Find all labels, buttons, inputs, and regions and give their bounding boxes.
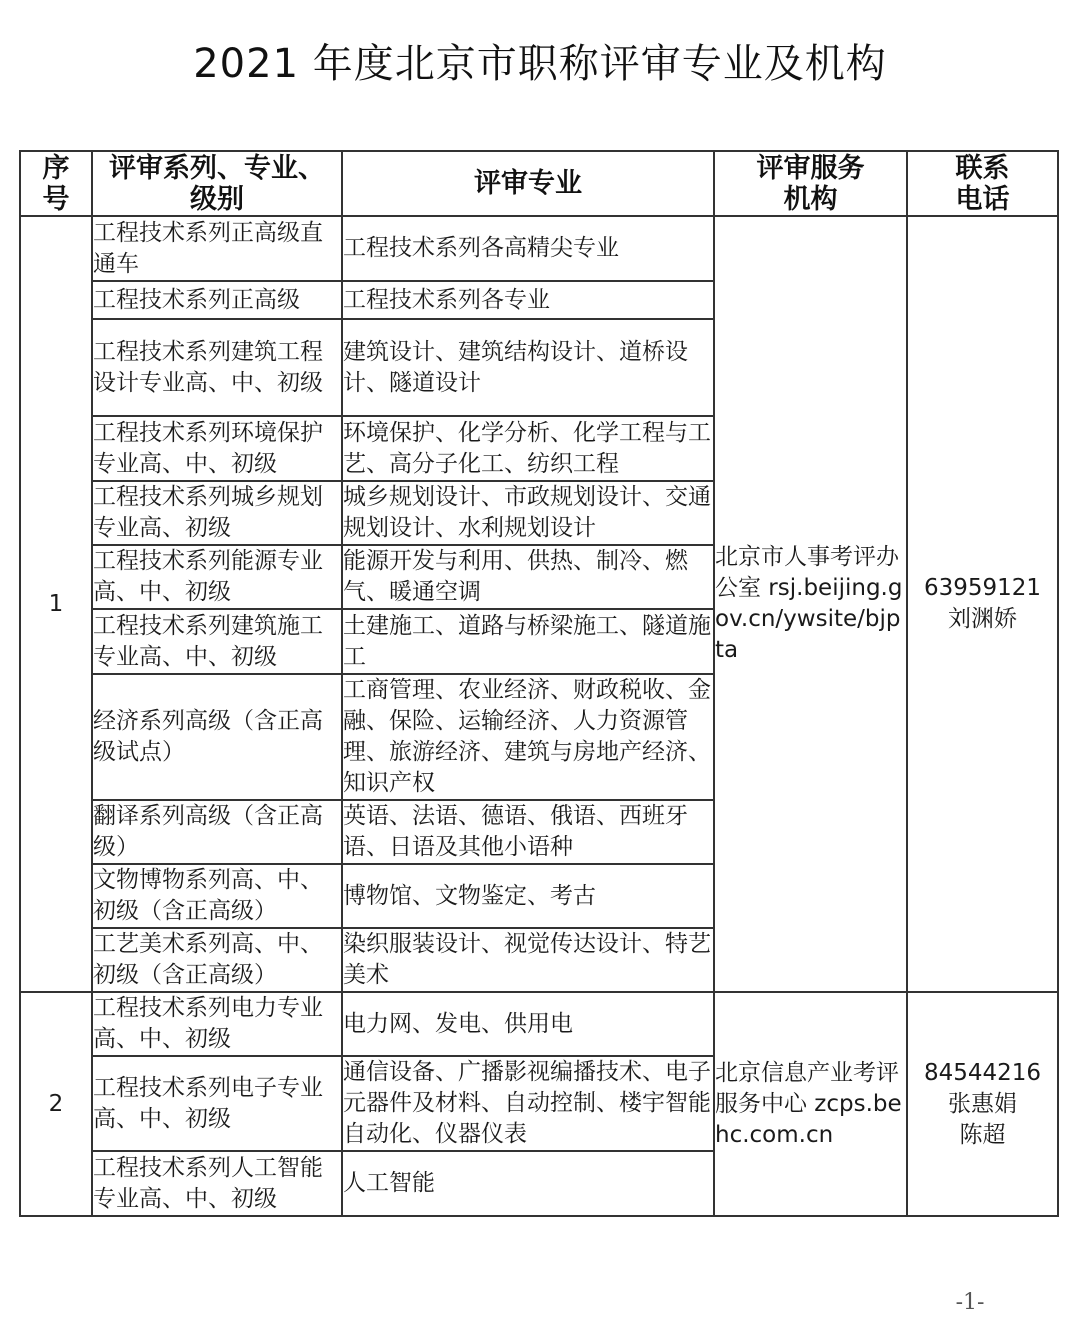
specialty-cell: 城乡规划设计、市政规划设计、交通规划设计、水利规划设计	[342, 481, 714, 545]
category-cell: 工程技术系列环境保护专业高、中、初级	[92, 416, 342, 481]
specialty-cell: 人工智能	[342, 1151, 714, 1216]
specialty-cell: 土建施工、道路与桥梁施工、隧道施工	[342, 609, 714, 674]
header-org: 评审服务机构	[714, 151, 907, 216]
org-text: 北京市人事考评办公室 rsj.beijing.gov.cn/ywsite/bjpta	[715, 544, 903, 663]
contact-names: 张惠娟 陈超	[948, 1090, 1017, 1148]
specialty-cell: 英语、法语、德语、俄语、西班牙语、日语及其他小语种	[342, 800, 714, 864]
specialty-cell: 工商管理、农业经济、财政税收、金融、保险、运输经济、人力资源管理、旅游经济、建筑与房地产经济、知识产权	[342, 674, 714, 800]
phone-number: 84544216	[923, 1059, 1042, 1086]
category-cell: 工程技术系列建筑工程设计专业高、中、初级	[92, 319, 342, 416]
specialty-cell: 电力网、发电、供用电	[342, 992, 714, 1056]
category-cell: 工程技术系列正高级直通车	[92, 216, 342, 281]
specialty-cell: 工程技术系列各专业	[342, 281, 714, 319]
org-cell	[714, 216, 907, 992]
specialty-cell: 通信设备、广播影视编播技术、电子元器件及材料、自动控制、楼宇智能自动化、仪器仪表	[342, 1056, 714, 1151]
header-category: 评审系列、专业、级别	[92, 151, 342, 216]
category-cell: 工程技术系列城乡规划专业高、初级	[92, 481, 342, 545]
specialty-table	[19, 150, 1059, 1217]
header-specialty: 评审专业	[342, 151, 714, 216]
category-cell: 工程技术系列人工智能专业高、中、初级	[92, 1151, 342, 1216]
phone-number: 63959121	[923, 575, 1042, 601]
category-cell: 工程技术系列正高级	[92, 281, 342, 319]
category-cell: 工程技术系列电力专业高、中、初级	[92, 992, 342, 1056]
page-number: -1-	[955, 1290, 985, 1315]
header-num: 序号	[20, 151, 92, 216]
category-cell: 工艺美术系列高、中、初级（含正高级）	[92, 928, 342, 992]
phone-cell	[907, 216, 1058, 992]
category-cell: 经济系列高级（含正高级试点）	[92, 674, 342, 800]
category-cell: 工程技术系列电子专业高、中、初级	[92, 1056, 342, 1151]
category-cell: 工程技术系列能源专业高、中、初级	[92, 545, 342, 609]
specialty-cell: 环境保护、化学分析、化学工程与工艺、高分子化工、纺织工程	[342, 416, 714, 481]
table-row	[20, 216, 1058, 281]
table-row	[20, 992, 1058, 1056]
phone-cell	[907, 992, 1058, 1216]
org-text: 北京信息产业考评服务中心 zcps.behc.com.cn	[715, 1059, 902, 1148]
page-title: 2021 年度北京市职称评审专业及机构	[193, 41, 887, 87]
specialty-cell: 博物馆、文物鉴定、考古	[342, 864, 714, 928]
group-number: 1	[20, 216, 92, 992]
specialty-cell: 建筑设计、建筑结构设计、道桥设计、隧道设计	[342, 319, 714, 416]
specialty-cell: 染织服装设计、视觉传达设计、特艺美术	[342, 928, 714, 992]
group-number: 2	[20, 992, 92, 1216]
category-cell: 文物博物系列高、中、初级（含正高级）	[92, 864, 342, 928]
category-cell: 工程技术系列建筑施工专业高、中、初级	[92, 609, 342, 674]
specialty-cell: 能源开发与利用、供热、制冷、燃气、暖通空调	[342, 545, 714, 609]
header-phone: 联系电话	[907, 151, 1058, 216]
specialty-cell: 工程技术系列各高精尖专业	[342, 216, 714, 281]
org-cell	[714, 992, 907, 1216]
contact-names: 刘渊娇	[948, 606, 1017, 632]
category-cell: 翻译系列高级（含正高级）	[92, 800, 342, 864]
